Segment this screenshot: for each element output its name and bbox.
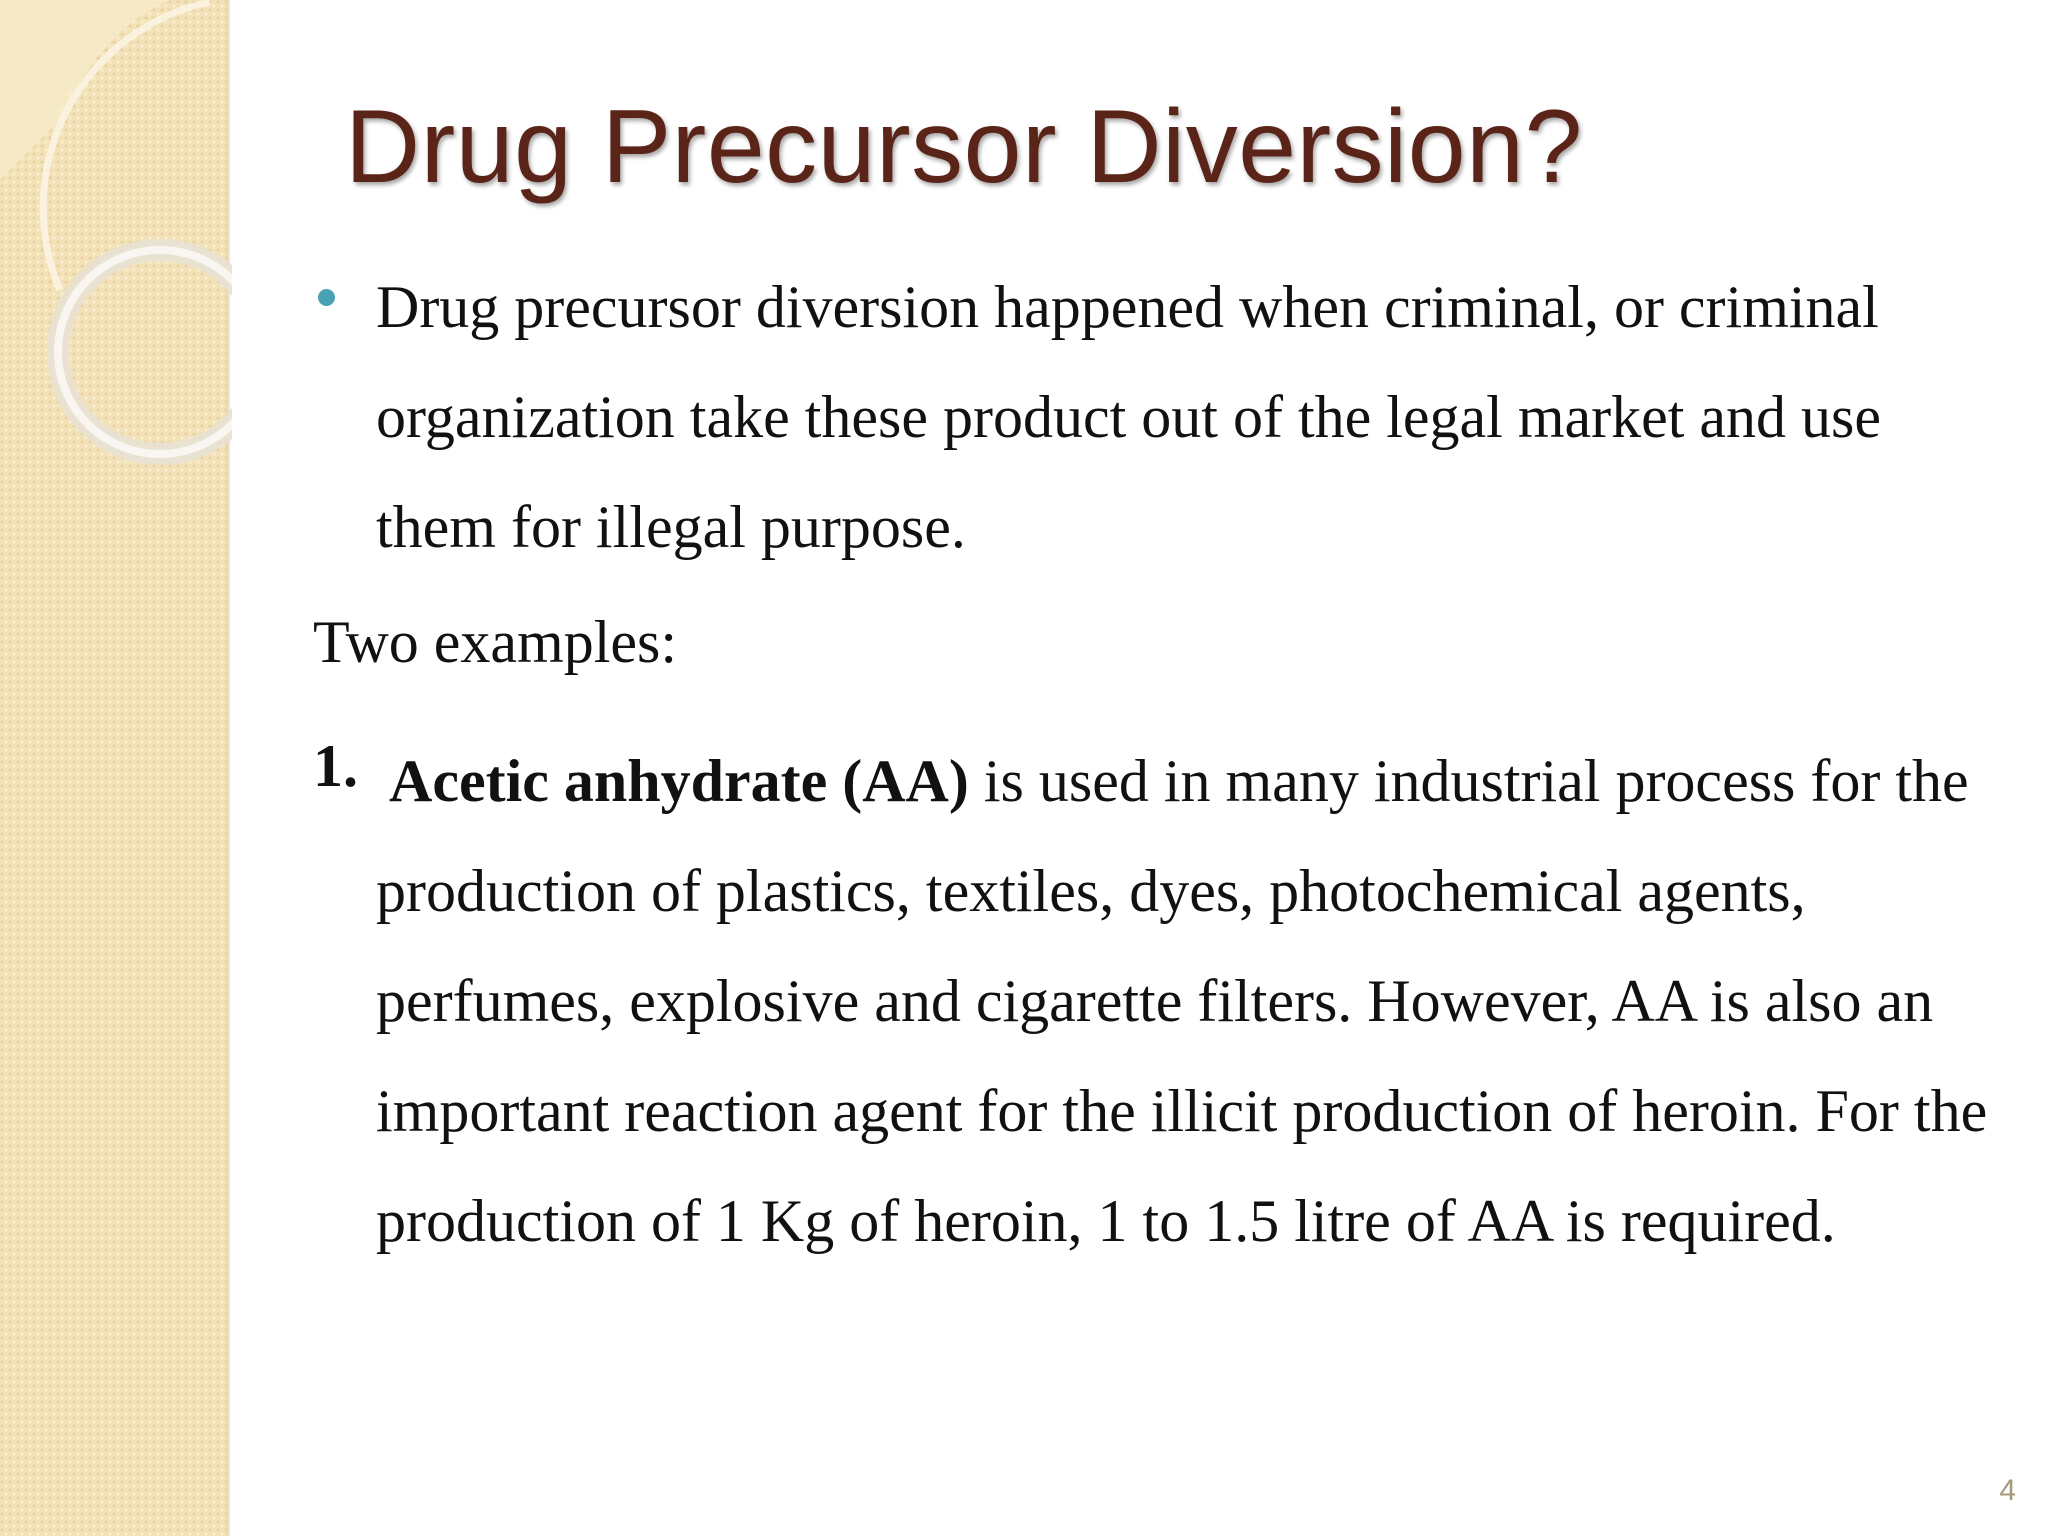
example-description: is used in many industrial process for the production of plastics, textiles, dyes, photochemical agents, perfumes, explosive and cigarette filters. However, AA is also an important reaction agent for the illicit production of heroin. For the production of 1 Kg of heroin, 1 to 1.5 litre of AA is required. xyxy=(376,748,1988,1254)
item-number: 1. xyxy=(313,733,358,799)
bullet-paragraph: Drug precursor diversion happened when criminal, or criminal organization take these product out of the legal market and use them for illegal purpose. xyxy=(376,274,1882,560)
example-item-paragraph xyxy=(376,726,1996,1276)
decorative-rings xyxy=(0,0,232,520)
example-term: Acetic anhydrate (AA) xyxy=(389,748,969,814)
bullet-icon xyxy=(318,289,335,306)
small-ring-inner xyxy=(58,250,232,454)
slide-title: Drug Precursor Diversion? xyxy=(345,89,1583,205)
page-number: 4 xyxy=(1999,1474,2016,1507)
examples-heading: Two examples: xyxy=(313,609,678,675)
